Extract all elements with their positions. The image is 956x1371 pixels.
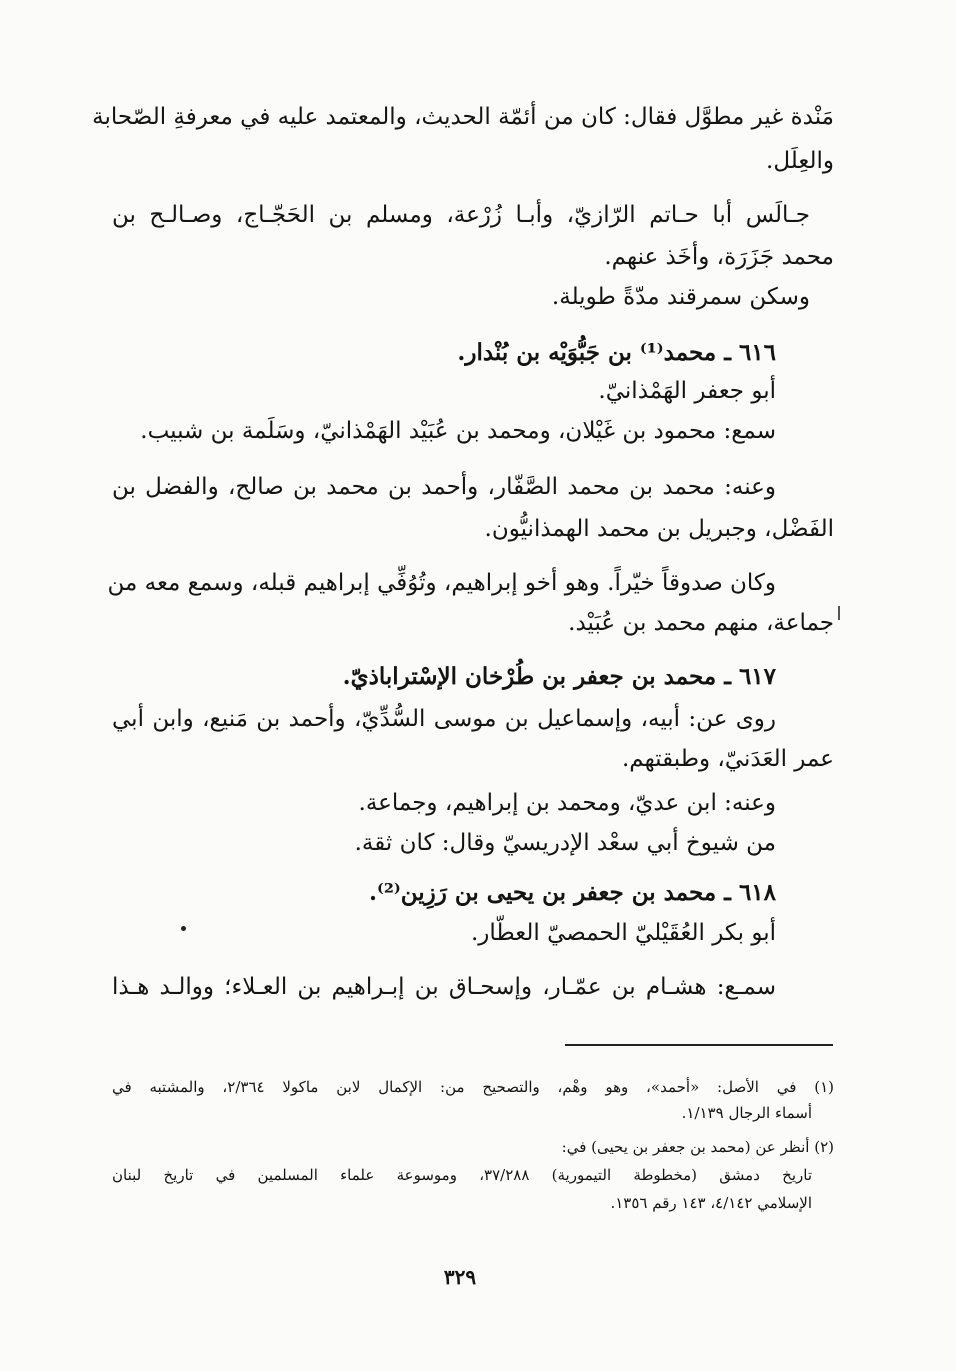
text-line: وعنه: محمد بن محمد الصَّفّار، وأحمد بن محمد بن صالح، والفضل بن xyxy=(112,474,776,500)
text-line: أبو بكر العُقَيْليّ الحمصيّ العطّار. xyxy=(470,920,776,946)
footnote-2: (٢) أنظر عن (محمد بن جعفر بن يحيى) في: xyxy=(561,1138,834,1156)
text-line: وكان صدوقاً خيّراً. وهو أخو إبراهيم، وتُوُفِّي إبراهيم قبله، وسمع معه من xyxy=(107,570,776,596)
text-line: الفَضْل، وجبريل بن محمد الهمذانيُّون. xyxy=(484,516,834,542)
text-line: مَنْدة غير مطوَّل فقال: كان من أئمّة الحديث، والمعتمد عليه في معرفةِ الصّحابة xyxy=(92,104,834,130)
footnote-1-cont: أسماء الرجال ١/١٣٩. xyxy=(681,1104,812,1122)
footnote-separator xyxy=(565,1044,833,1046)
footnote-2-cont: تاريخ دمشق (مخطوطة التيمورية) ٣٧/٢٨٨، وموسوعة علماء المسلمين في تاريخ لبنان xyxy=(112,1166,812,1184)
text-line: جماعة، منهم محمد بن عُبَيْد. xyxy=(568,610,834,636)
footnote-2-cont: الإسلامي ٤/١٤٢، ١٤٣ رقم ١٣٥٦. xyxy=(610,1194,812,1212)
footnote-1: (١) في الأصل: «أحمد»، وهو وهْم، والتصحيح من: الإكمال لابن ماكولا ٢/٣٦٤، والمشتبه في xyxy=(112,1078,834,1096)
text-line: أبو جعفر الهَمْذانيّ. xyxy=(598,378,776,404)
text-line: عمر العَدَنيّ، وطبقتهم. xyxy=(621,746,834,772)
text-line: وسكن سمرقند مدّةً طويلة. xyxy=(551,284,810,310)
text-line: من شيوخ أبي سعْد الإدريسيّ وقال: كان ثقة. xyxy=(354,830,776,856)
page-number: ٣٢٩ xyxy=(443,1265,477,1289)
text-line: وعنه: ابن عديّ، ومحمد بن إبراهيم، وجماعة. xyxy=(358,790,776,816)
text-line: روى عن: أبيه، وإسماعيل بن موسى السُّدِّيّ، وأحمد بن مَنيع، وابن أبي xyxy=(112,706,776,732)
entry-heading-618: ٦١٨ ـ محمد بن جعفر بن يحيى بن رَزِين⁽²⁾. xyxy=(368,879,776,906)
entry-heading-617: ٦١٧ ـ محمد بن جعفر بن طُرْخان الإسْتراباذيّ. xyxy=(342,663,776,690)
scan-edge-mark xyxy=(838,606,840,620)
text-line: والعِلَل. xyxy=(766,148,834,174)
scan-speck xyxy=(181,926,186,931)
text-line: جـالَس أبا حـاتم الرّازيّ، وأبـا زُرْعة، ومسلم بن الحَجّـاج، وصـالـح بن xyxy=(112,202,810,228)
text-line: سمـع: هشـام بن عمّـار، وإسحـاق بن إبـراهيم بن العـلاء؛ ووالـد هـذا xyxy=(112,974,776,1000)
text-line: محمد جَزَرَة، وأخَذ عنهم. xyxy=(604,244,834,270)
text-line: سمع: محمود بن غَيْلان، ومحمد بن عُبَيْد الهَمْذانيّ، وسَلَمة بن شبيب. xyxy=(140,418,776,444)
entry-heading-616: ٦١٦ ـ محمد⁽¹⁾ بن جَبُّوَيْه بن بُنْدار. xyxy=(457,339,776,366)
